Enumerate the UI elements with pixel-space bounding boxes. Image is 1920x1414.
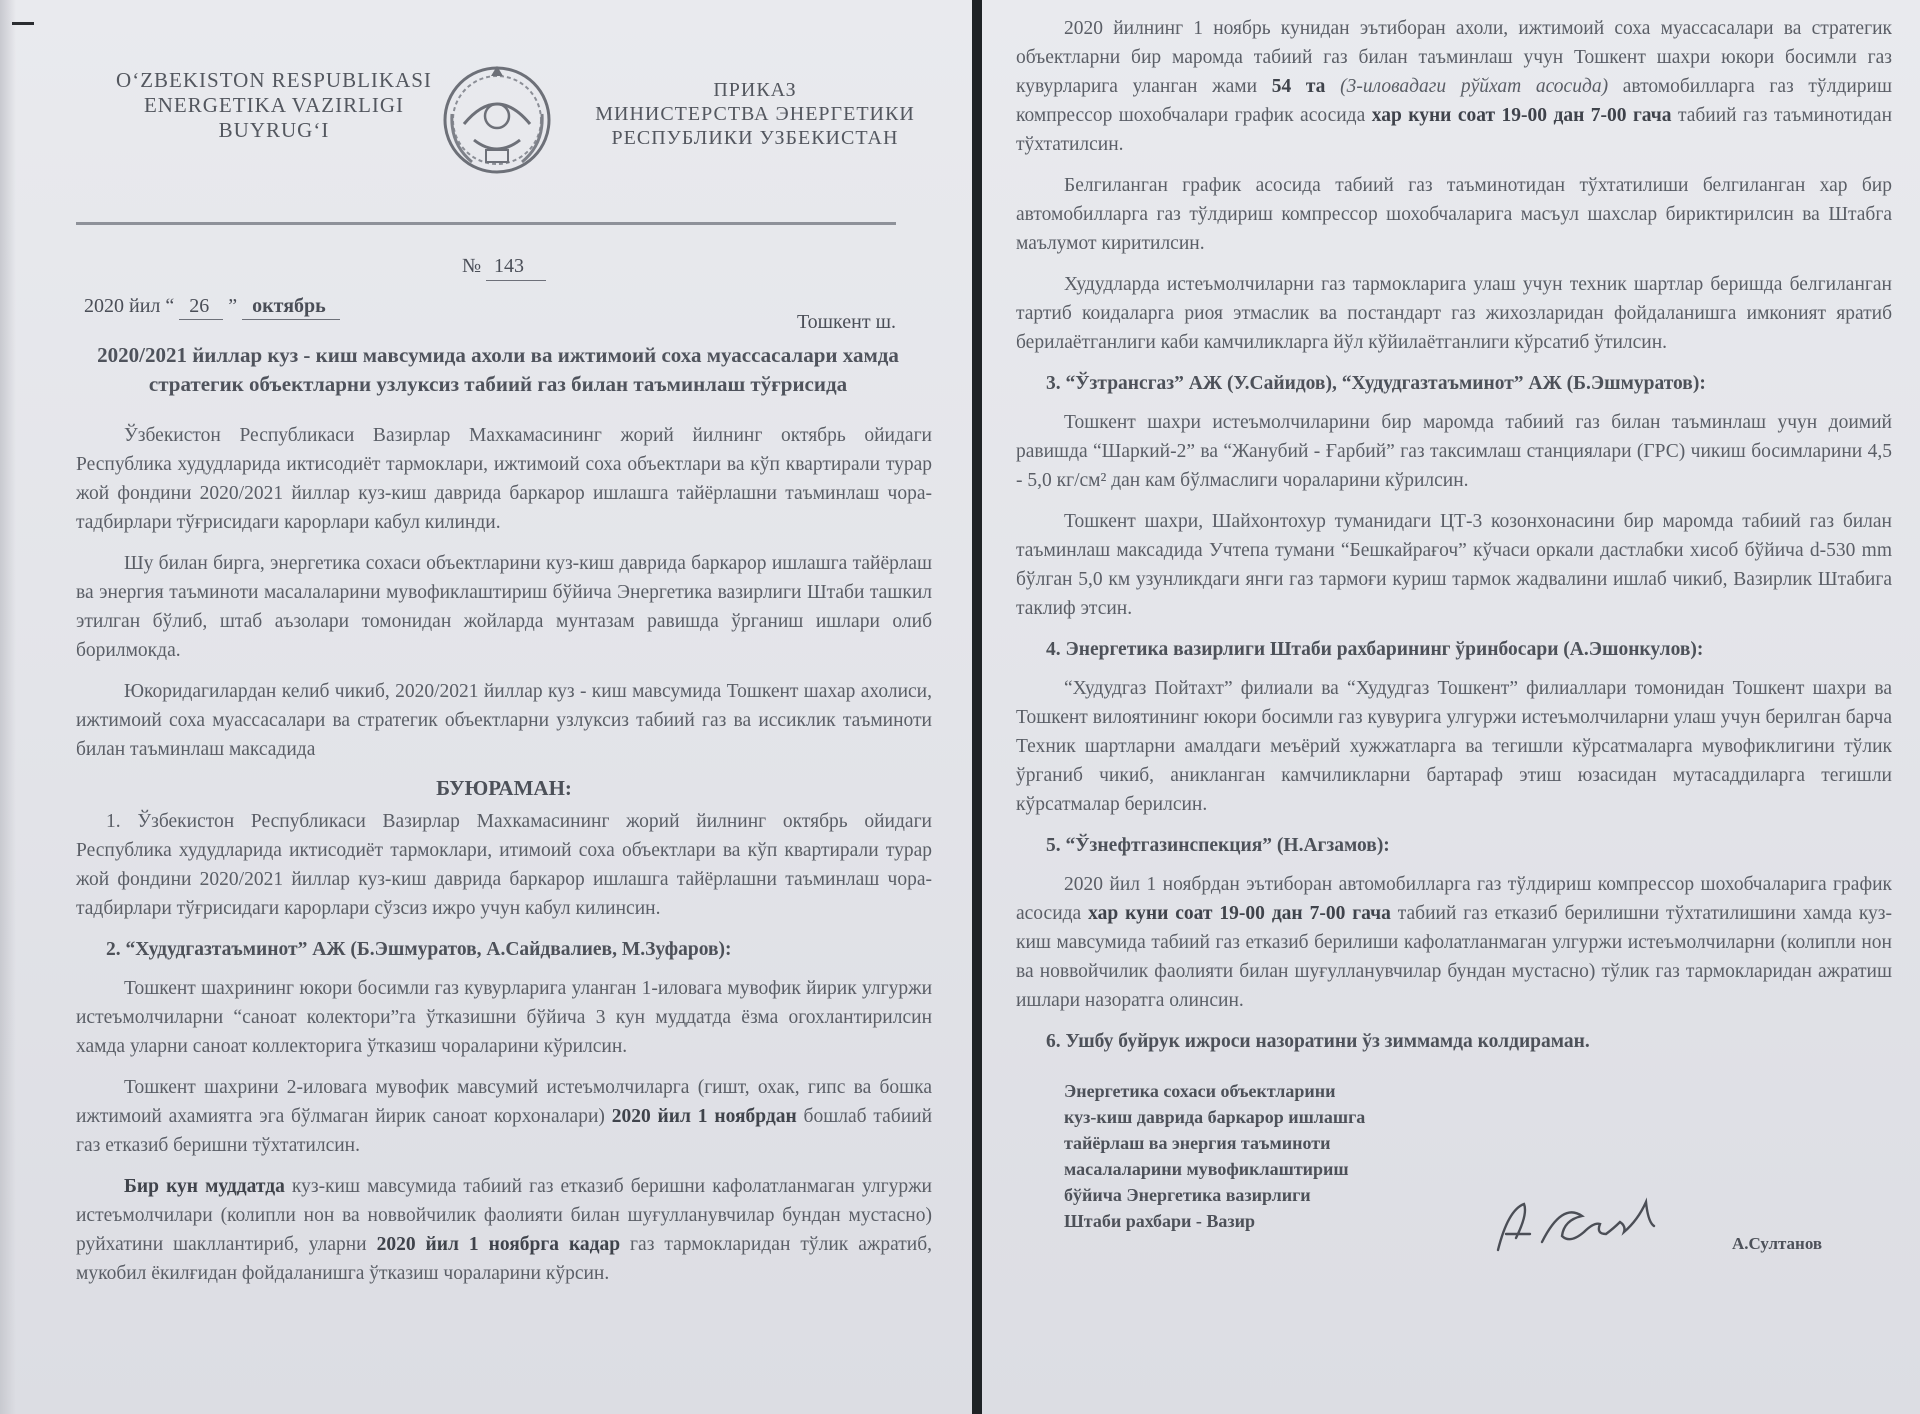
order-item-5-heading: 5. “Ўзнефтгазинспекция” (Н.Агзамов): — [1046, 835, 1390, 856]
text-run: бошлаб табиий газ етказиб беришни тўхтатилсин. — [76, 1106, 933, 1156]
text-run: Тошкент шахрини 2-иловага мувофик мавсумий истеъмолчиларга (гишт, охак, гипс ва бошка ижтимоий ахамиятга эга бўлмаган йирик саноат корхоналари) — [76, 1077, 932, 1127]
text-run: газ тармокларидан тўлик ажратиб, мукобил ёкилғидан фойдаланишга ўтказиш чораларини кўрсин. — [76, 1234, 932, 1284]
bold-time: хар куни соат 19-00 дан 7-00 гача — [1371, 105, 1672, 126]
bold-term: Бир кун муддатда — [124, 1176, 285, 1197]
header-russian — [578, 78, 932, 150]
order-heading: БУЮРАМАН: — [436, 776, 572, 800]
signer-title-line: куз-киш даврида баркарор ишлашга — [1064, 1107, 1366, 1127]
signer-title-line: Энергетика сохаси объектларини — [1064, 1081, 1336, 1101]
order-item-2-paragraph — [76, 1073, 932, 1160]
signer-title-line: тайёрлаш ва энергия таъминоти — [1064, 1133, 1331, 1153]
order-item-2-paragraph — [76, 1172, 932, 1288]
number-label: № — [461, 255, 482, 277]
text-run: куз-киш мавсумида табиий газ етказиб беришни кафолатланмаган улгуржи истеъмолчилари (колипли нон ва новвойчилик фаолияти билан шуғулланувчилар бундан мустасно) руйхатини шакллантириб, уларни — [76, 1176, 932, 1255]
header-uzbek — [104, 68, 444, 143]
italic-note: (3-иловадаги рўйхат асосида) — [1325, 76, 1609, 97]
order-number — [76, 255, 932, 281]
bold-date: 2020 йил 1 ноябрдан — [611, 1106, 797, 1127]
order-city: Тошкент ш. — [796, 311, 896, 333]
text-run: табиий газ етказиб берилишни тўхтатилишини хамда куз-киш мавсумида табиий газ етказиб берилиши кафолатланмаган улгуржи истеъмолчиларни (колипли нон ва новвойчилик фаолияти билан шуғулланувчилар бундан мустасно) тўлик газ тармокларидан ажратиш ишлари назоратга олинсин. — [1016, 903, 1893, 1011]
order-item-4-heading: 4. Энергетика вазирлиги Штаби рахбарининг ўринбосари (А.Эшонкулов): — [1046, 639, 1704, 660]
document-page-right — [982, 0, 1920, 1414]
order-item-3-heading: 3. “Ўзтрансгаз” АЖ (У.Сайидов), “Худудгазтаъминот” АЖ (Б.Эшмуратов): — [1046, 373, 1706, 394]
header-divider — [76, 222, 896, 225]
header-ru-line: ПРИКАЗ — [713, 79, 797, 101]
signer-title-line: Штаби рахбари - Вазир — [1064, 1211, 1256, 1231]
paragraph — [1016, 14, 1892, 159]
date-month: октябрь — [242, 295, 340, 320]
document-title: 2020/2021 йиллар куз - киш мавсумида ахоли ва ижтимоий соха муассасалари хамда стратегик объектларни узлуксиз табиий газ билан таъминлаш тўғрисида — [97, 343, 899, 396]
order-item-4-paragraph: “Худудгаз Пойтахт” филиали ва “Худудгаз Тошкент” филиаллари томонидан Тошкент шахри ва Тошкент вилоятининг юкори босимли газ кувурига улгуржи истеъмолчиларни улаш учун берилган барча Техник шартларни амалдаги меъёрий хужжатларга ва тегишли кўрсатмаларга мувофиклигини тўлик ўрганиб чикиб, аникланган камчиликларни бартараф этиш юзасидан мутасаддиларга тегишли кўрсатмалар берилсин. — [1016, 678, 1892, 815]
intro-paragraph: Шу билан бирга, энергетика сохаси объектларини куз-киш даврида баркарор ишлашга тайёрлаш ва энергия таъминоти масалаларини мувофиклаштириш бўйича Энергетика вазирлиги Штаби ташкил этилган бўлиб, штаб аъзолари томонидан жойларда мунтазам равишда ўрганиш ишлари олиб борилмокда. — [76, 553, 932, 661]
bold-count: 54 та — [1271, 76, 1326, 97]
header-ru-line: РЕСПУБЛИКИ УЗБЕКИСТАН — [611, 127, 899, 149]
signature-block — [1016, 1078, 1892, 1268]
text-run: автомобилларга газ тўлдириш компрессор шохобчалари график асосида — [1016, 76, 1892, 126]
number-value: 143 — [486, 255, 546, 281]
bold-date: 2020 йил 1 ноябрга кадар — [376, 1234, 621, 1255]
order-item-6: 6. Ушбу буйрук ижроси назоратини ўз зиммамда колдираман. — [1046, 1031, 1590, 1052]
signer-title — [1064, 1078, 1484, 1234]
header-uz-line: ENERGETIKA VAZIRLIGI — [143, 93, 405, 117]
order-item-1: 1. Ўзбекистон Республикаси Вазирлар Махкамасининг жорий йилнинг октябрь ойидаги Республика худудларида иктисодиёт тармоклари, итимоий соха объектлари ва кўп квартирали турар жой фондини 2020/2021 йиллар куз-киш даврида баркарор ишлашга тайёрлашни таъминлаш чора-тадбирлари тўғрисидаги карорлари сўзсиз ижро учун кабул килинсин. — [76, 811, 932, 919]
text-run: 2020 йилнинг 1 ноябрь кунидан эътиборан ахоли, ижтимоий соха муассасалари ва стратегик объектларни бир маромда табиий газ билан таъминлаш учун Тошкент шахри юкори босимли газ кувурларига уланган жами — [1016, 18, 1892, 97]
state-emblem-icon — [434, 54, 560, 180]
paragraph: Худудларда истеъмолчиларни газ тармокларига улаш учун техник шартлар беришда белгиланган тартиб коидаларга риоя этмаслик ва постандарт газ жихозларидан фойдаланишга имконият яратиб берилаётганлиги каби камчиликларга йўл кўйилаётганлиги кўрсатиб ўтилсин. — [1016, 274, 1892, 353]
header-ru-line: МИНИСТЕРСТВА ЭНЕРГЕТИКИ — [595, 103, 915, 125]
order-item-3-paragraph: Тошкент шахри истеъмолчиларини бир маромда табиий газ билан таъминлаш учун доимий равишда “Шаркий-2” ва “Жанубий - Ғарбий” газ таксимлаш станциялари (ГРС) чикиш босимларини 4,5 - 5,0 кг/см² дан кам бўлмаслиги чораларини кўрилсин. — [1016, 412, 1892, 491]
letterhead — [76, 50, 932, 200]
order-item-5-paragraph — [1016, 870, 1892, 1015]
signer-title-line: масалаларини мувофиклаштириш — [1064, 1159, 1349, 1179]
text-run: табиий газ таъминотидан тўхтатилсин. — [1016, 105, 1893, 155]
order-item-3-paragraph: Тошкент шахри, Шайхонтохур туманидаги ЦТ-3 козонхонасини бир маромда табиий газ билан таъминлаш максадида Учтепа тумани “Бешкайрағоч” кўчаси оркали дастлабки хисоб бўйича d-530 mm бўлган 5,0 км узунликдаги янги газ тармоғи куриш тармок жадвалини ишлаб чикиб, Вазирлик Штабига таклиф этсин. — [1016, 511, 1892, 619]
header-uz-line: BUYRUG‘I — [218, 118, 330, 142]
date-year: 2020 йил “ — [84, 295, 175, 317]
intro-paragraph: Ўзбекистон Республикаси Вазирлар Махкамасининг жорий йилнинг октябрь ойидаги Республика худудларида иктисодиёт тармоклари, ижтимоий соха объектлари ва кўп квартирали турар жой фондини 2020/2021 йиллар куз-киш даврида баркарор ишлашга тайёрлашни таъминлаш чора-тадбирлари тўғрисидаги карорлари кабул килинди. — [76, 425, 932, 533]
paragraph: Белгиланган график асосида табиий газ таъминотидан тўхтатилиши белгиланган хар бир автомобилларга газ тўлдириш компрессор шохобчаларига масъул шахслар бириктирилсин ва Штабга маълумот киритилсин. — [1016, 175, 1892, 254]
order-item-2-heading: 2. “Худудгазтаъминот” АЖ (Б.Эшмуратов, А.Сайдвалиев, М.Зуфаров): — [106, 939, 732, 960]
signer-name: А.Султанов — [1732, 1234, 1823, 1253]
header-uz-line: O‘ZBEKISTON RESPUBLIKASI — [116, 68, 432, 92]
date-line — [76, 295, 932, 331]
intro-paragraph: Юкоридагилардан келиб чикиб, 2020/2021 йиллар куз - киш мавсумида Тошкент шахар ахолиси, ижтимоий соха муассасалари ва стратегик объектларни узлуксиз табиий газ ва иссиклик таъминоти билан таъминлаш максадида — [76, 681, 932, 760]
order-item-2-paragraph: Тошкент шахрининг юкори босимли газ кувурларига уланган 1-иловага мувофик йирик улгуржи истеъмолчиларни “саноат колектори”га ўтказишни бўйича 3 кун муддатда ёзма огохлантирилсин хамда уларни саноат коллекторига ўтказиш чораларини кўрилсин. — [76, 978, 932, 1057]
signer-title-line: бўйича Энергетика вазирлиги — [1064, 1185, 1311, 1205]
handwritten-signature-icon — [1484, 1190, 1724, 1260]
order-date — [84, 295, 340, 320]
text-run: 2020 йил 1 ноябрдан эътиборан автомобилларга газ тўлдириш компрессор шохобчаларига график асосида — [1016, 874, 1892, 924]
bold-time: хар куни соат 19-00 дан 7-00 гача — [1088, 903, 1391, 924]
date-quote: ” — [228, 295, 238, 317]
date-day: 26 — [179, 295, 223, 320]
